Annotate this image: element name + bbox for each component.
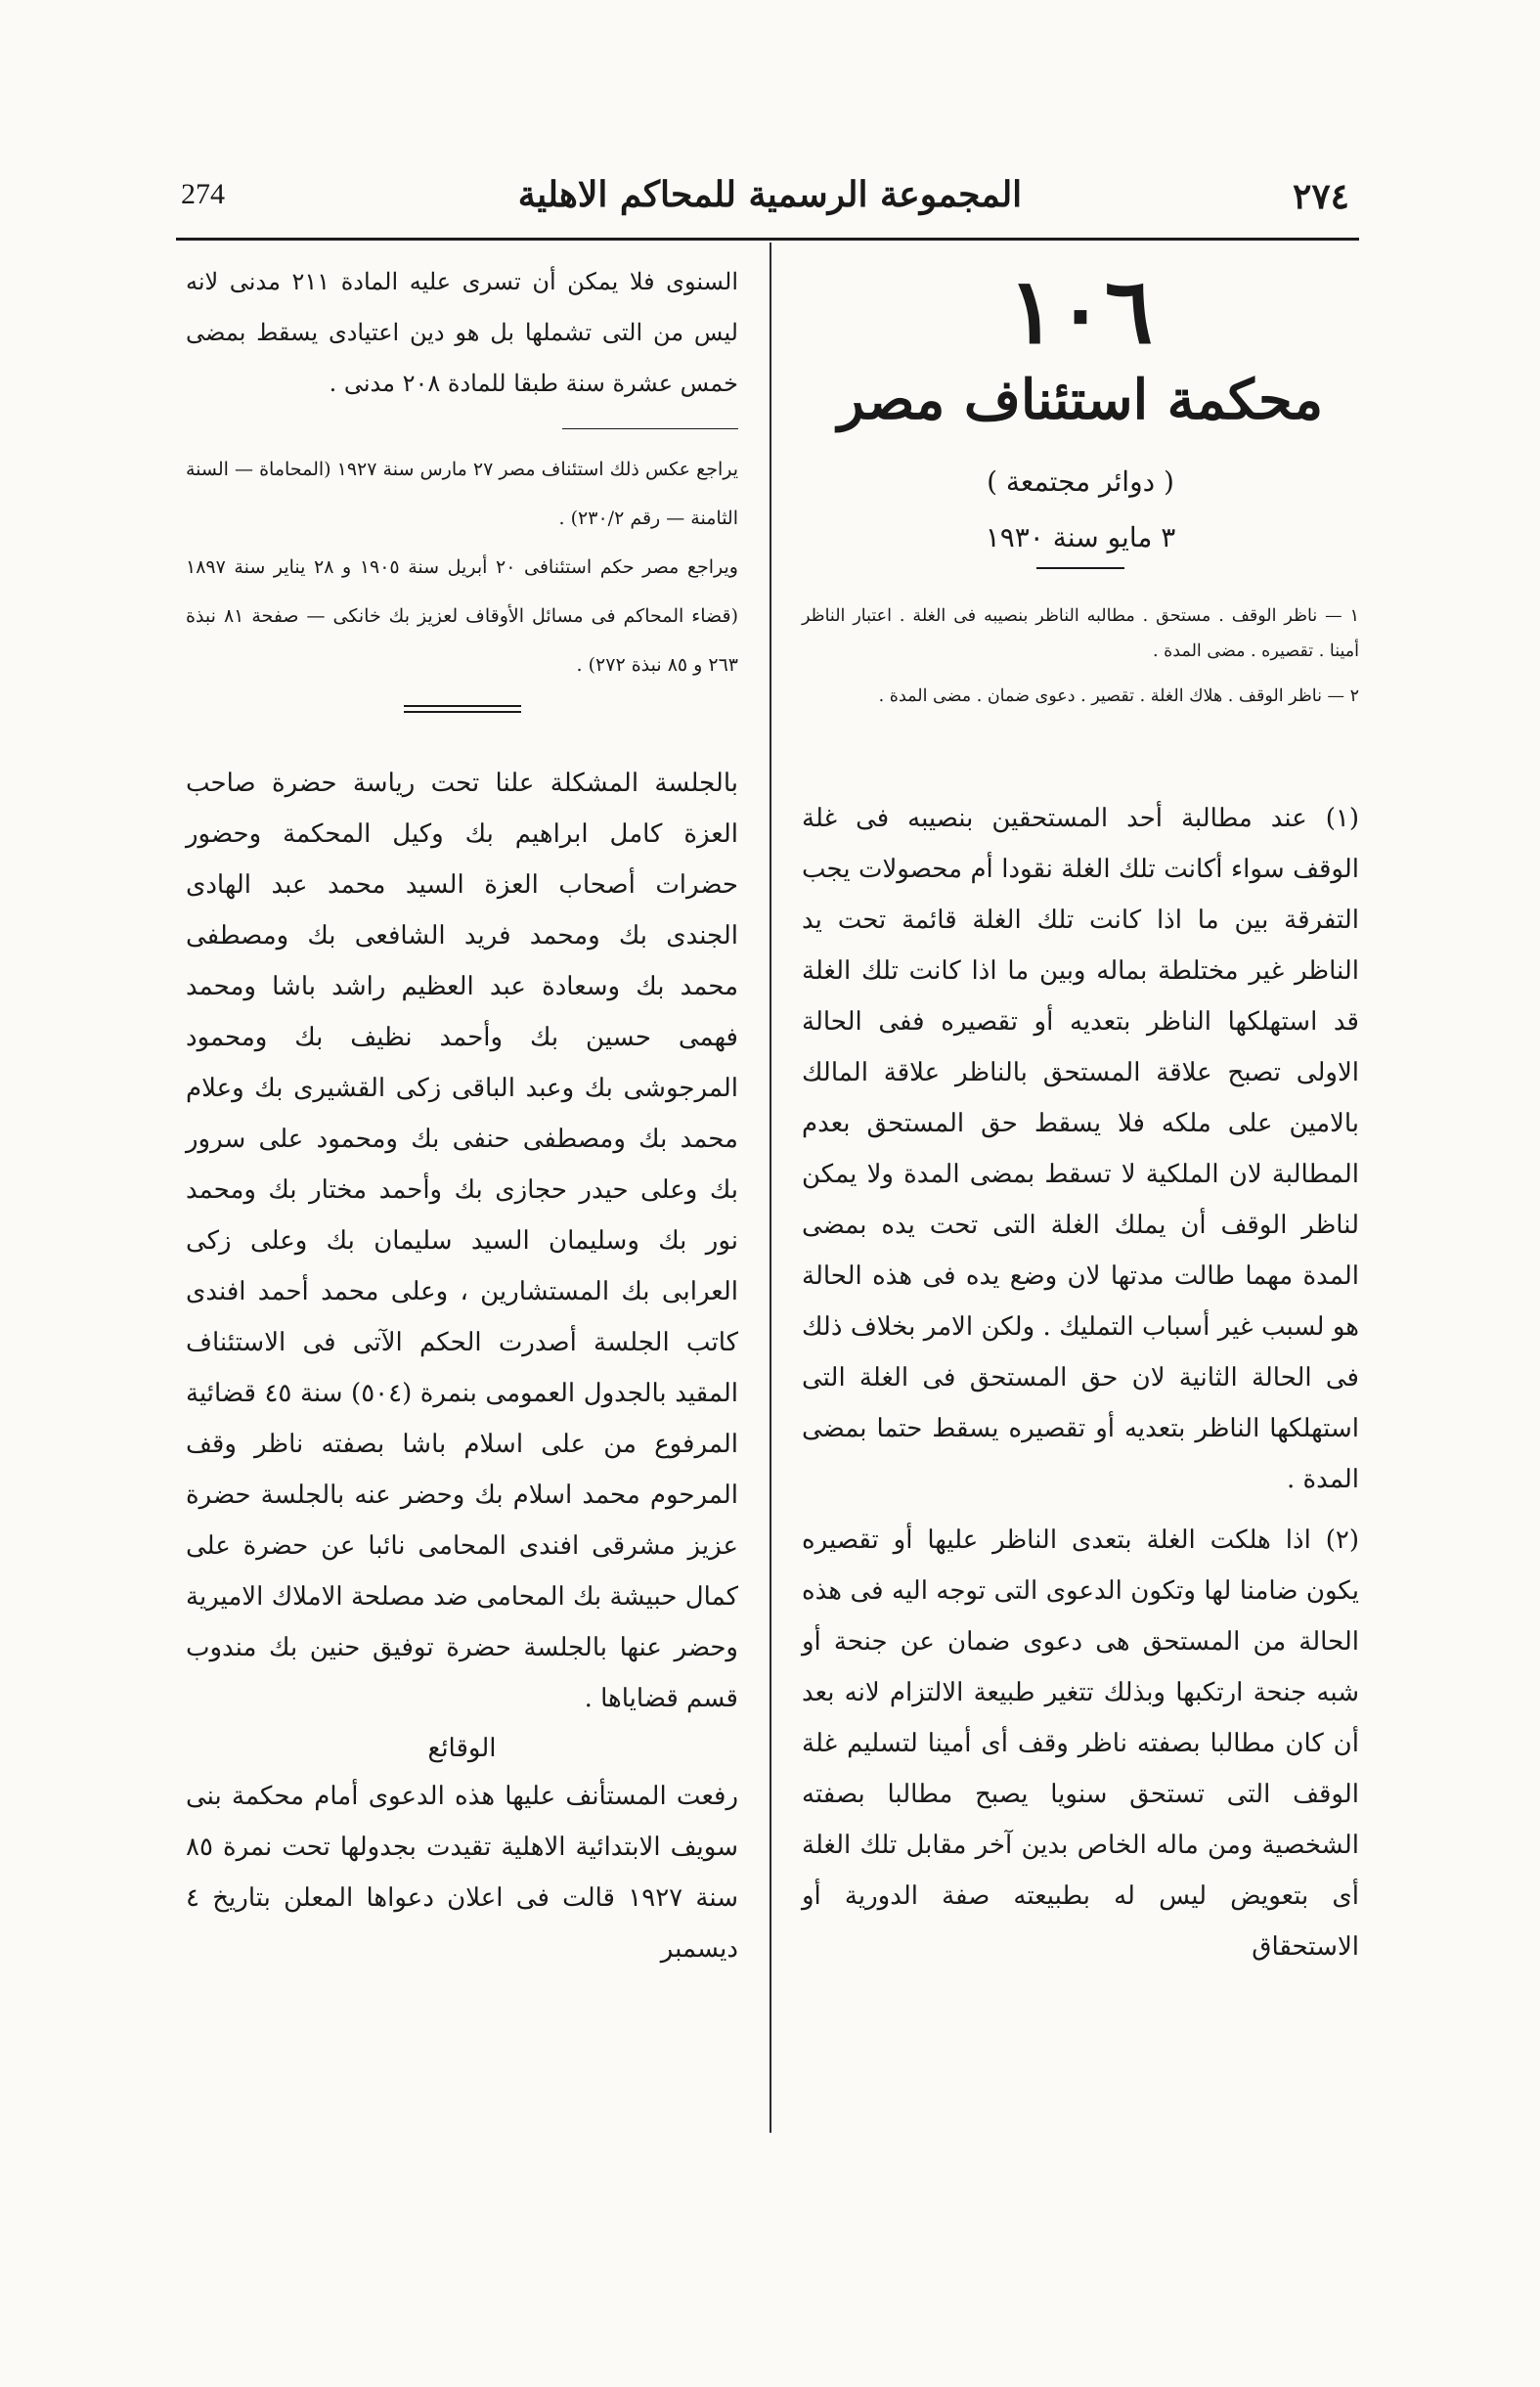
session-paragraph: بالجلسة المشكلة علنا تحت رياسة حضرة صاحب العزة كامل ابراهيم بك وكيل المحكمة وحضور حضرات أصحاب العزة السيد محمد عبد الهادى الجندى بك ومحمد فريد الشافعى بك ومصطفى محمد بك وسعادة عبد العظيم راشد باشا ومحمد فهمى حسين بك وأحمد نظيف بك ومحمود المرجوشى بك وعبد الباقى زكى القشيرى بك وعلام محمد بك ومصطفى حنفى بك ومحمود على سرور بك وعلى حيدر حجازى بك وأحمد مختار بك ومحمد نور بك وسليمان السيد سليمان بك وعلى زكى العرابى بك المستشارين ، وعلى محمد أحمد افندى كاتب الجلسة أصدرت الحكم الآتى فى الاستئناف المقيد بالجدول العمومى بنمرة (٥٠٤) سنة ٤٥ قضائية المرفوع من على اسلام باشا بصفته ناظر وقف المرحوم محمد اسلام بك وحضر عنه بالجلسة حضرة عزيز مشرقى افندى المحامى نائبا عن حضرة على كمال حبيشة بك المحامى ضد مصلحة الاملاك الاميرية وحضر عنها بالجلسة حضرة توفيق حنين بك مندوب قسم قضاياها . xyxy=(186,769,739,1713)
page-number-arabic: ٢٧٤ xyxy=(1292,176,1349,217)
footnote-rule xyxy=(562,428,738,429)
decision-date: ٣ مايو سنة ١٩٣٠ xyxy=(985,521,1176,553)
headnote-separator xyxy=(802,747,1359,748)
short-rule xyxy=(1036,567,1124,569)
page-number-latin: 274 xyxy=(181,178,225,210)
headnote-2: ٢ — ناظر الوقف . هلاك الغلة . تقصير . دعوى ضمان . مضى المدة . xyxy=(878,686,1359,706)
double-rule xyxy=(404,705,521,713)
court-chambers: ( دوائر مجتمعة ) xyxy=(987,465,1174,498)
footnote-1: يراجع عكس ذلك استئناف مصر ٢٧ مارس سنة ١٩٢٧ (المحاماة — السنة الثامنة — رقم ٢٣٠/٢) . xyxy=(186,459,738,529)
court-name: محكمة استئناف مصر xyxy=(837,368,1324,432)
running-title: المجموعة الرسمية للمحاكم الاهلية xyxy=(517,174,1023,215)
header-rule xyxy=(176,238,1359,241)
footnote-2: ويراجع مصر حكم استئنافى ٢٠ أبريل سنة ١٩٠٥ و ٢٨ يناير سنة ١٨٩٧ (قضاء المحاكم فى مسائل الأوقاف لعزيز بك خانكى — صفحة ٨١ نبذة ٢٦٣ و ٨٥ نبذة ٢٧٢) . xyxy=(186,556,738,676)
principle-1: (١) عند مطالبة أحد المستحقين بنصيبه فى غلة الوقف سواء أكانت تلك الغلة نقودا أم محصولات يجب التفرقة بين ما اذا كانت تلك الغلة قائمة تحت يد الناظر غير مختلطة بماله وبين ما اذا كانت تلك الغلة قد استهلكها الناظر بتعديه أو تقصيره ففى الحالة الاولى تصبح علاقة المستحق بالناظر علاقة المالك بالامين على ملكه فلا يسقط حق المستحق بعدم المطالبة لان الملكية لا تسقط بمضى المدة ولا يمكن لناظر الوقف أن يملك الغلة التى تحت يده بمضى المدة مهما طالت مدتها لان وضع يده فى هذه الحالة هو لسبب غير أسباب التمليك . ولكن الامر بخلاف ذلك فى الحالة الثانية لان حق المستحق فى الغلة التى استهلكها الناظر بتعديه أو تقصيره يسقط حتما بمضى المدة . xyxy=(802,804,1359,1494)
principle-2: (٢) اذا هلكت الغلة بتعدى الناظر عليها أو تقصيره يكون ضامنا لها وتكون الدعوى التى توجه اليه فى هذه الحالة من المستحق هى دعوى ضمان عن جنحة أو شبه جنحة ارتكبها وبذلك تتغير طبيعة الالتزام لانه بعد أن كان مطالبا بصفته ناظر وقف أى أمينا لتسليم غلة الوقف التى تستحق سنويا يصبح مطالبا بصفته الشخصية ومن ماله الخاص بدين آخر مقابل تلك الغلة أى بتعويض ليس له بطبيعته صفة الدورية أو الاستحقاق xyxy=(802,1525,1360,1962)
headnote-1: ١ — ناظر الوقف . مستحق . مطالبه الناظر بنصيبه فى الغلة . اعتبار الناظر أمينا . تقصيره . مضى المدة . xyxy=(802,606,1359,661)
left-column xyxy=(186,256,738,1974)
facts-heading: الوقائع xyxy=(427,1734,497,1763)
principle-continuation: السنوى فلا يمكن أن تسرى عليه المادة ٢١١ مدنى لانه ليس من التى تشملها بل هو دين اعتيادى يسقط بمضى خمس عشرة سنة طبقا للمادة ٢٠٨ مدنى . xyxy=(186,268,738,397)
case-number: ١٠٦ xyxy=(1007,258,1154,364)
right-column xyxy=(802,256,1359,1972)
facts-paragraph: رفعت المستأنف عليها هذه الدعوى أمام محكمة بنى سويف الابتدائية الاهلية تقيدت بجدولها تحت نمرة ٨٥ سنة ١٩٢٧ قالت فى اعلان دعواها المعلن بتاريخ ٤ ديسمبر xyxy=(186,1782,738,1964)
column-divider xyxy=(770,243,771,2133)
